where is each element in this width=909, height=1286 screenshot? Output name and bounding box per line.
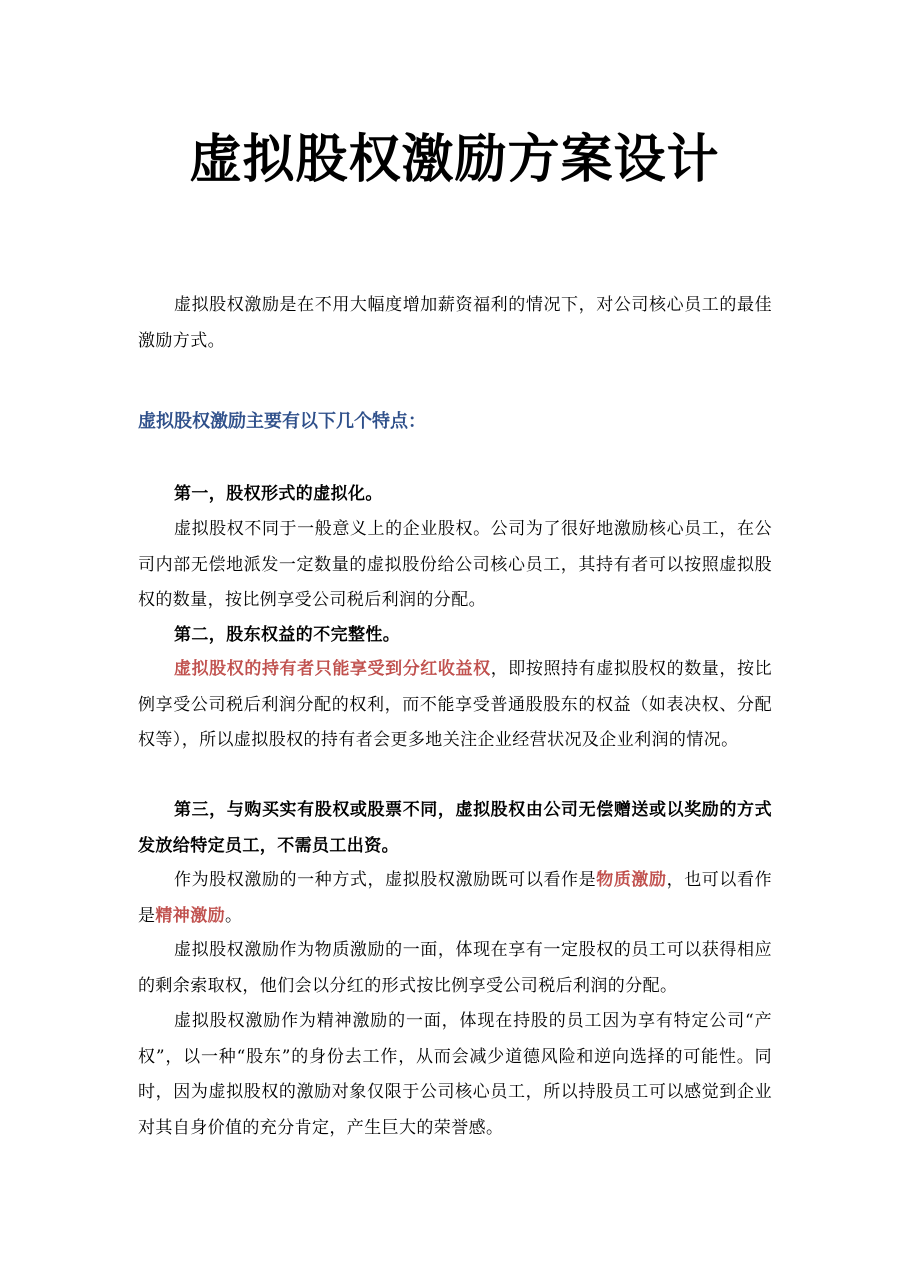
- point2-body: [138, 652, 772, 759]
- point3-body2: 虚拟股权激励作为物质激励的一面，体现在享有一定股权的员工可以获得相应的剩余索取权，他们会以分红的形式按比例享受公司税后利润的分配。: [138, 940, 772, 996]
- point3-body3: 虚拟股权激励作为精神激励的一面，体现在持股的员工因为享有特定公司“产权”，以一种“股东”的身份去工作，从而会减少道德风险和逆向选择的可能性。同时，因为虚拟股权的激励对象仅限于公司核心员工，所以持股员工可以感觉到企业对其自身价值的充分肯定，产生巨大的荣誉感。: [138, 1011, 772, 1138]
- point3-body1: [138, 863, 772, 934]
- point3-heading: 第三，与购买实有股权或股票不同，虚拟股权由公司无偿赠送或以奖励的方式发放给特定员工，不需员工出资。: [138, 800, 772, 856]
- point1-heading: 第一，股权形式的虚拟化。: [174, 484, 383, 504]
- document-title: 虚拟股权激励方案设计: [189, 130, 720, 190]
- point3-body1-a: 作为股权激励的一种方式，虚拟股权激励既可以看作是: [174, 870, 597, 890]
- spiritual-incentive-highlight: 精神激励: [155, 905, 226, 926]
- point2-body-rest: ，即按照持有虚拟股权的数量，按比例享受公司税后利润分配的权利，而不能享受普通股股东的权益（如表决权、分配权等），所以虚拟股权的持有者会更多地关注企业经营状况及企业利润的情况。: [138, 659, 772, 750]
- point1-body: 虚拟股权不同于一般意义上的企业股权。公司为了很好地激励核心员工，在公司内部无偿地派发一定数量的虚拟股份给公司核心员工，其持有者可以按照虚拟股权的数量，按比例享受公司税后利润的分配。: [138, 519, 772, 610]
- point3-body1-c: 。: [225, 905, 243, 926]
- point2-highlight: 虚拟股权的持有者只能享受到分红收益权: [174, 659, 491, 679]
- material-incentive-highlight: 物质激励: [596, 870, 667, 890]
- point3-body1-b: ，也可以看作是: [138, 870, 772, 926]
- intro-paragraph: 虚拟股权激励是在不用大幅度增加薪资福利的情况下，对公司核心员工的最佳激励方式。: [138, 295, 772, 351]
- section-heading: 虚拟股权激励主要有以下几个特点：: [138, 411, 426, 432]
- point2-heading: 第二，股东权益的不完整性。: [174, 625, 401, 645]
